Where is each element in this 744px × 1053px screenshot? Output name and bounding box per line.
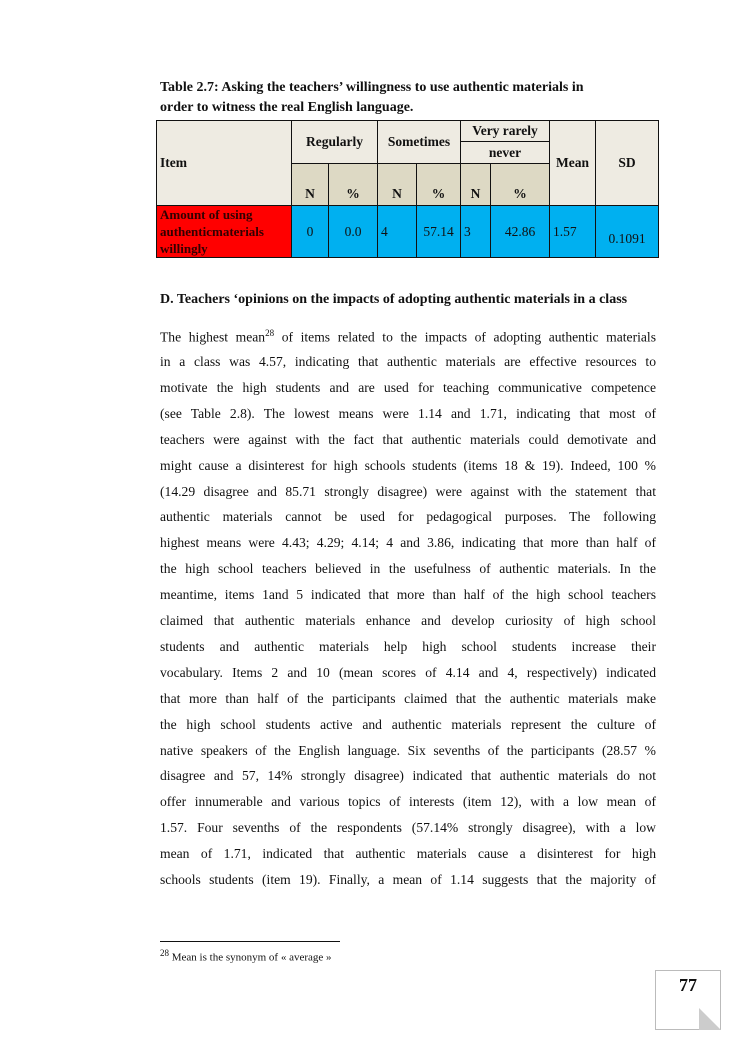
cell-reg-pct: 0.0 bbox=[328, 205, 378, 258]
body-line: (see Table 2.8). The lowest means were 1.14 and 1.71, indicating that most of bbox=[160, 405, 656, 421]
footnote bbox=[160, 948, 332, 964]
subheader-n: N bbox=[291, 163, 329, 206]
footnote-text: Mean is the synonym of « average » bbox=[169, 951, 332, 964]
header-mean: Mean bbox=[549, 120, 596, 206]
page-number: 77 bbox=[679, 975, 697, 995]
body-line: claimed that authentic materials enhance and develop curiosity of high school bbox=[160, 613, 656, 628]
body-line: meantime, items 1and 5 indicated that more than half of the high school teachers bbox=[160, 587, 656, 603]
subheader-n: N bbox=[377, 163, 417, 206]
body-line bbox=[160, 328, 656, 346]
body-line: the high school students active and authentic materials represent the culture of bbox=[160, 716, 656, 732]
cell-mean: 1.57 bbox=[549, 205, 596, 258]
footnote-ref: 28 bbox=[265, 328, 275, 338]
header-very-rarely: Very rarely bbox=[460, 120, 550, 142]
body-line: (14.29 disagree and 85.71 strongly disagree) were against with the statement that bbox=[160, 483, 656, 499]
cell-som-n: 4 bbox=[377, 205, 417, 258]
item-line: Amount of using bbox=[160, 207, 253, 222]
body-line: highest means were 4.43; 4.29; 4.14; 4 and 3.86, indicating that more than half of bbox=[160, 535, 656, 551]
header-sd: SD bbox=[595, 120, 659, 206]
cell-sd: 0.1091 bbox=[595, 205, 659, 258]
body-line: vocabulary. Items 2 and 10 (mean scores of 4.14 and 4, respectively) indicated bbox=[160, 664, 656, 680]
subheader-pct: % bbox=[416, 163, 461, 206]
body-line: students and authentic materials help high school students increase their bbox=[160, 638, 656, 654]
table-caption: Table 2.7: Asking the teachers’ willingness to use authentic materials in bbox=[160, 80, 584, 95]
text: of items related to the impacts of adopting authentic materials bbox=[274, 329, 656, 345]
subheader-n: N bbox=[460, 163, 491, 206]
body-line: native speakers of the English language. Six sevenths of the participants (28.57 % bbox=[160, 742, 656, 758]
body-line: authentic materials cannot be used for pedagogical purposes. The following bbox=[160, 509, 656, 525]
header-item: Item bbox=[156, 120, 292, 206]
table-caption-2: order to witness the real English language. bbox=[160, 100, 414, 115]
body-line: might cause a disinterest for high schools students (items 18 & 19). Indeed, 100 % bbox=[160, 457, 656, 473]
body-line: teachers were against with the fact that authentic materials could demotivate and bbox=[160, 431, 656, 447]
row-item-cell bbox=[156, 205, 292, 258]
cell-reg-n: 0 bbox=[291, 205, 329, 258]
subheader-pct: % bbox=[328, 163, 378, 206]
cell-vr-pct: 42.86 bbox=[490, 205, 550, 258]
body-line: that more than half of the participants claimed that the authentic materials make bbox=[160, 690, 656, 706]
page-number-box bbox=[655, 970, 721, 1030]
page-curl-icon bbox=[699, 1008, 721, 1030]
header-regularly: Regularly bbox=[291, 120, 378, 164]
body-line: schools students (item 19). Finally, a mean of 1.14 suggests that the majority of bbox=[160, 872, 656, 887]
item-line: authenticmaterials bbox=[160, 224, 264, 239]
footnote-divider bbox=[160, 941, 340, 942]
header-sometimes: Sometimes bbox=[377, 120, 461, 164]
header-never: never bbox=[460, 141, 550, 164]
item-line: willingly bbox=[160, 241, 208, 256]
body-line: disagree and 57, 14% strongly disagree) indicated that authentic materials do not bbox=[160, 768, 656, 784]
cell-vr-n: 3 bbox=[460, 205, 491, 258]
body-line: the high school teachers believed in the usefulness of authentic materials. In the bbox=[160, 561, 656, 577]
body-line: offer innumerable and various topics of interests (item 12), with a low mean of bbox=[160, 794, 656, 810]
footnote-number: 28 bbox=[160, 948, 169, 958]
subheader-pct: % bbox=[490, 163, 550, 206]
body-line: mean of 1.71, indicated that authentic materials cause a disinterest for high bbox=[160, 846, 656, 862]
text: The highest mean bbox=[160, 329, 266, 345]
section-heading: D. Teachers ‘opinions on the impacts of adopting authentic materials in a class bbox=[160, 292, 628, 307]
body-line: in a class was 4.57, indicating that authentic materials are effective resources to bbox=[160, 354, 656, 369]
body-line: 1.57. Four sevenths of the respondents (57.14% strongly disagree), with a low bbox=[160, 820, 656, 836]
cell-som-pct: 57.14 bbox=[416, 205, 461, 258]
body-line: motivate the high students and are used for teaching communicative competence bbox=[160, 379, 656, 395]
